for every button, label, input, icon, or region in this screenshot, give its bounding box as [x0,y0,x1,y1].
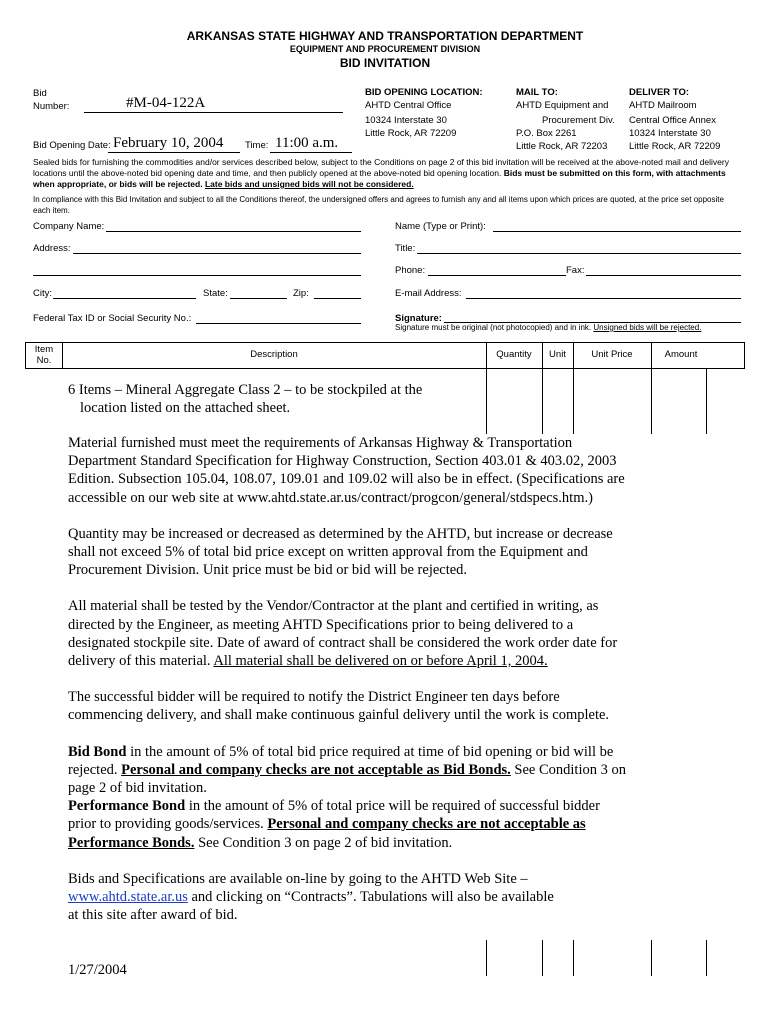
mail-line3: P.O. Box 2261 [516,128,577,139]
bid-label: Bid [33,88,47,99]
table-right-border [744,342,745,369]
deliver-to-label: DELIVER TO: [629,87,689,98]
item-line1: 6 Items – Mineral Aggregate Class 2 – to be stockpiled at the [68,382,423,398]
col-header-amount: Amount [664,349,698,360]
time-underline [270,152,352,153]
performance-bond-tail: See Condition 3 on page 2 of bid invitation. [194,834,453,851]
performance-bond-label: Performance Bond [68,798,186,815]
mail-line2: Procurement Div. [542,115,615,126]
fax-label: Fax: [566,265,585,276]
notice-late-bids: Late bids and unsigned bids will not be considered. [204,179,414,189]
signature-note-unsigned: Unsigned bids will be rejected. [593,323,702,332]
notice-paragraph [33,157,743,190]
notify-paragraph: The successful bidder will be required to notify the District Engineer ten days before commencing delivery, and shall make continuous gainful delivery until the work is complete. [68,689,610,724]
phone-label: Phone: [395,265,426,276]
address-field-2[interactable] [33,275,361,276]
col-header-item-line1: Item [34,344,54,355]
bid-bond-warning: Personal and company checks are not acceptable as Bid Bonds. [121,761,511,778]
performance-bond-paragraph [68,797,630,852]
web-text-a: Bids and Specifications are available on-line by going to the AHTD Web Site – [68,870,528,887]
mail-line4: Little Rock, AR 72203 [516,141,608,152]
col-stub-description [486,940,487,976]
signature-label: Signature: [395,313,442,324]
zip-field[interactable] [314,298,361,299]
testing-text: All material shall be tested by the Vendor/Contractor at the plant and certified in writing, as directed by the Engineer, as meeting AHTD Specifications prior to being delivered to a designated stockpile site. Date of award of contract shall be considered the work order date for delivery of this material. [68,598,618,670]
tax-id-field[interactable] [196,323,361,324]
col-divider-amount [706,368,707,434]
company-name-field[interactable] [106,231,361,232]
bid-opening-location [365,86,483,140]
mail-to-label: MAIL TO: [516,87,558,98]
spec-paragraph: Material furnished must meet the requirements of Arkansas Highway & Transportation Department Standard Specification for Highway Construction, Section 403.01 & 403.02, 2003 Edition. Subsection 105.04, 108.07, 109.01 and 109.02 will also be in effect. (Specifications are accessible on our web site at www.ahtd.state.ar.us/contract/progcon/general/stdspecs.htm.) [68,435,625,506]
state-field[interactable] [230,298,287,299]
bid-opening-date-label: Bid Opening Date: [33,140,111,151]
web-paragraph [68,870,630,925]
email-label: E-mail Address: [395,288,462,299]
bid-opening-line3: Little Rock, AR 72209 [365,128,457,139]
bid-bond-label: Bid Bond [68,743,127,760]
notice-must-submit: Bids must be submitted on this form, with attachments when appropriate, or bids will be rejected. [33,168,726,189]
col-header-description: Description [250,349,298,360]
time-label: Time: [245,140,269,151]
compliance-paragraph: In compliance with this Bid Invitation and subject to all the Conditions thereof, the undersigned offers and agrees to furnish any and all items upon which prices are quoted, at the price set opposite each item. [33,195,724,215]
email-field[interactable] [466,298,741,299]
title-field[interactable] [417,253,741,254]
name-print-label: Name (Type or Print): [395,221,486,232]
col-header-unit: Unit [549,349,566,360]
signature-note-text: Signature must be original (not photocopied) and in ink. [395,323,592,332]
table-header-bottom [25,368,744,369]
col-header-unit-price: Unit Price [591,349,633,360]
col-header-quantity: Quantity [496,349,532,360]
ahtd-web-link[interactable]: www.ahtd.state.ar.us [68,889,188,906]
state-label: State: [203,288,228,299]
bid-date-underline [108,152,240,153]
zip-label: Zip: [293,288,309,299]
col-stub-unit [573,940,574,976]
page-title: BID INVITATION [339,56,431,70]
city-field[interactable] [53,298,196,299]
mail-line1: AHTD Equipment and [516,100,609,111]
col-stub-unit-price [651,940,652,976]
table-top-border [25,342,744,343]
performance-bond-text: in the amount of 5% of total price will be required of successful bidder prior to providing goods/services. [68,798,600,833]
company-name-label: Company Name: [33,221,105,232]
signature-note [395,323,701,332]
document-date: 1/27/2004 [68,962,127,978]
performance-bond-warning: Personal and company checks are not acceptable as Performance Bonds. [68,816,586,851]
city-label: City: [33,288,52,299]
deliver-line4: Little Rock, AR 72209 [629,141,721,152]
quantity-paragraph: Quantity may be increased or decreased as determined by the AHTD, but increase or decrease shall not exceed 5% of total bid price except on written approval from the Equipment and Procurement Division. Unit price must be bid or bid will be rejected. [68,525,613,579]
title-label: Title: [395,243,416,254]
deliver-line2: Central Office Annex [629,115,716,126]
bid-opening-line1: AHTD Central Office [365,100,452,111]
tax-id-label: Federal Tax ID or Social Security No.: [33,313,192,324]
address-field[interactable] [73,253,361,254]
bid-opening-line2: 10324 Interstate 30 [365,115,447,126]
name-print-field[interactable] [493,231,741,232]
web-text-b: and clicking on “Contracts”. Tabulations will also be available [187,889,554,906]
address-label: Address: [33,243,71,254]
item-line2: location listed on the attached sheet. [80,400,291,417]
bid-bond-tail: See Condition 3 on page 2 of bid invitation. [68,761,626,797]
col-stub-quantity [542,940,543,976]
bid-number-value: #M-04-122A [126,95,206,111]
deliver-to [629,86,720,153]
item-description [68,381,483,417]
col-header-item [25,344,63,366]
deliver-line3: 10324 Interstate 30 [629,128,711,139]
body-paragraphs [68,434,630,924]
bid-number-label: Number: [33,101,70,112]
bid-bond-text: in the amount of 5% of total bid price required at time of bid opening or bid will be rejected. [68,743,614,778]
department-title: ARKANSAS STATE HIGHWAY AND TRANSPORTATION DEPARTMENT [186,29,584,43]
bid-bond-paragraph [68,743,630,798]
time-value: 11:00 a.m. [275,135,339,151]
fax-field[interactable] [586,275,741,276]
delivery-deadline: All material shall be delivered on or before April 1, 2004. [213,653,548,670]
deliver-line1: AHTD Mailroom [629,100,697,111]
division-title: EQUIPMENT AND PROCUREMENT DIVISION [289,44,481,54]
web-text-c: at this site after award of bid. [68,907,238,924]
col-stub-amount [706,940,707,976]
testing-paragraph [68,597,630,670]
bid-opening-location-label: BID OPENING LOCATION: [365,87,483,98]
bid-number-underline [84,112,343,113]
bid-opening-date-value: February 10, 2004 [113,135,224,151]
mail-to [516,86,615,153]
col-header-item-line2: No. [36,355,52,366]
phone-field[interactable] [428,275,566,276]
notice-text: Sealed bids for furnishing the commodities and/or services described below, subject to the Conditions on page 2 of this bid invitation will be received at the above-noted mail and delivery locations until the above-noted bid opening date and time, and then publicly opened at the above-noted bid opening location. [33,157,729,178]
